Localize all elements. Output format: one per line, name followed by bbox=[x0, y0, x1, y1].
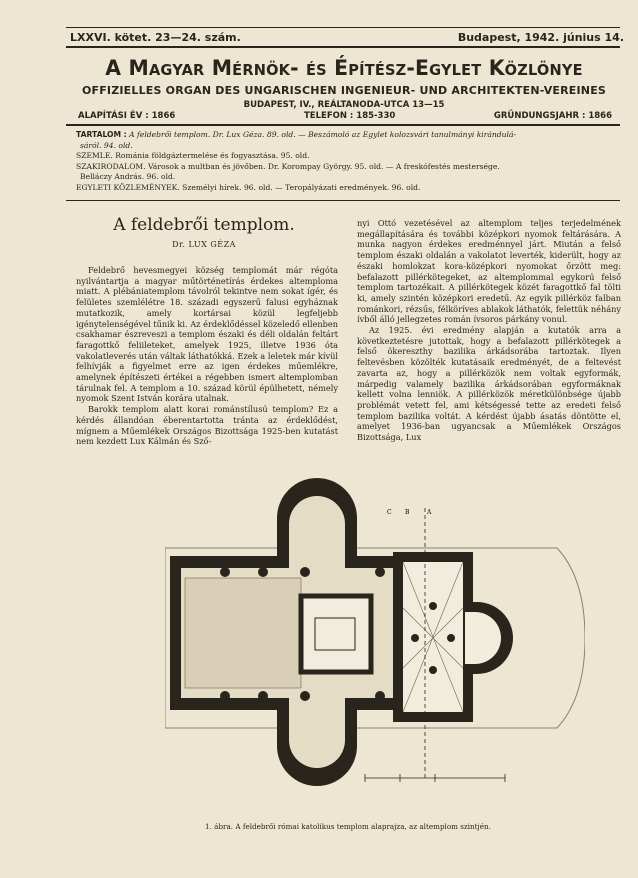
article-column-right bbox=[357, 218, 621, 443]
founded-year: ALAPÍTÁSI ÉV : 1866 bbox=[78, 111, 176, 121]
address: BUDAPEST, IV., REÁLTANODA-UTCA 13—15 bbox=[243, 100, 445, 110]
section-label: A bbox=[427, 509, 432, 516]
top-rule bbox=[66, 27, 620, 28]
toc-label: TARTALOM : bbox=[76, 130, 127, 139]
organ-subtitle: OFFIZIELLES ORGAN DES UNGARISCHEN INGENIEUR- UND ARCHITEKTEN-VEREINES bbox=[81, 84, 607, 97]
toc-top-rule bbox=[66, 124, 620, 126]
article-paragraph: Feldebrő hevesmegyei község templomát már régóta nyilvántartja a magyar műtörténetírás érdekes altemploma miatt. A plébániatemplom távolról tekintve nem sokat ígér, és felületes szemlélétre 18. századi egyszerű falusi egyháznak mutatkozik, amely kortársai közül legfeljebb igénytelenségével tűnik ki. Az érdeklődéssel közeledő ellenben csakhamar észreveszi a templom északi és déli oldalán feltárt faragottkő feliileteket, amelyek 1925, illetve 1936 óta vakolatleverés után váltak láthatókká. Ezek a leletek már kívül felhívják a figyelmet erre az igen érdekes műemlékre, amelynek építészeti értékei a régebben ismert altemplomban tárulnak fel. A templom a 10. század körül épülhetett, némely nyomok Szent István korára utalnak. bbox=[76, 265, 338, 404]
toc-line: A feldebrői templom. Dr. Lux Géza. 89. old. — Beszámoló az Egylet kolozsvári tanulmányi kirándulá- bbox=[129, 130, 517, 139]
section-label: C bbox=[387, 509, 392, 516]
toc-line: sáról. 94. old. bbox=[80, 140, 133, 150]
table-of-contents bbox=[76, 130, 620, 194]
volume-number: LXXVI. kötet. 23—24. szám. bbox=[70, 31, 241, 44]
article-author: Dr. LUX GÉZA bbox=[172, 240, 236, 249]
article-column-left bbox=[76, 265, 338, 447]
article-paragraph: Az 1925. évi eredmény alapján a kutatók arra a következtetésre jutottak, hogy a befalazott pillérkötegek a felső ökereszthy bazilika árkádsorába tartoztak. Ilyen feltevésben közölték kutatásaik eredményét, de a feltevést zavarta az, hogy a pillérközök nem voltak egyformák, márpedig valamely bazilika árkádsorában egyformáknak kellett volna lenniök. A pillérközök méretkülönbsége újabb problémát vetett fel, ami kétségessé tette az eredeti felső templom bazilika voltát. A kérdést újabb ásatás döntötte el, amelyet 1936-ban ugyancsak a Műemlékek Országos Bizottsága, Lux bbox=[357, 325, 621, 443]
toc-line: Belláczy András. 96. old. bbox=[80, 172, 176, 182]
church-floor-plan bbox=[165, 478, 585, 798]
article-paragraph: nyi Ottó vezetésével az altemplom teljes terjedelmének megállapítására és további középkori nyomok feltárására. A munka nagyon érdekes eredménnyel járt. Miután a felső templom északi oldalán a vakolatot leverték, kiderült, hogy az északi homlokzat kora-középkori nyomokat őrzött meg: befalazott pillérkötegeket, az altemplommal egykorú felső templom tartozékait. A pillérkötegek közét faragottkő fal tölti ki, amely szintén középkori eredetű. Az egyik pillérköz falban románkori, rézsűs, félköríves ablakok láthatók, felettük néhány ívből álló jellegzetes román ívsoros párkány vonul. bbox=[357, 218, 621, 325]
masthead: A Magyar Mérnök- és Építész-Egylet Közlönye bbox=[105, 56, 583, 80]
section-label: B bbox=[405, 509, 410, 516]
article-paragraph: Barokk templom alatt korai románstílusú templom? Ez a kérdés állandóan éberentartotta tránta az érdeklődést, mígnem a Műemlékek Országos Bizottsága 1925-ben kutatást nem kezdett Lux Kálmán és Sző- bbox=[76, 404, 338, 447]
gruendung-year: GRÜNDUNGSJAHR : 1866 bbox=[493, 111, 612, 121]
toc-line: EGYLETI KÖZLEMÉNYEK. Személyi hírek. 96. old. — Teropályázati eredmények. 96. old. bbox=[76, 182, 421, 192]
phone-number: TELEFON : 185-330 bbox=[304, 111, 396, 121]
figure-caption: 1. ábra. A feldebrői római katolikus templom alaprajza, az altemplom szintjén. bbox=[205, 822, 491, 831]
masthead-rule bbox=[66, 46, 620, 48]
article-title: A feldebrői templom. bbox=[113, 215, 295, 235]
toc-line: SZEMLE. Románia földgáztermelése és fogyasztása. 95. old. bbox=[76, 151, 310, 161]
scale-bar bbox=[365, 774, 505, 782]
issue-line bbox=[70, 31, 624, 44]
toc-bottom-rule bbox=[66, 200, 620, 201]
toc-line: SZAKIRODALOM. Városok a multban és jövőben. Dr. Korompay György. 95. old. — A freskófestés mestersége. bbox=[76, 161, 500, 171]
issue-date: Budapest, 1942. június 14. bbox=[457, 31, 624, 44]
